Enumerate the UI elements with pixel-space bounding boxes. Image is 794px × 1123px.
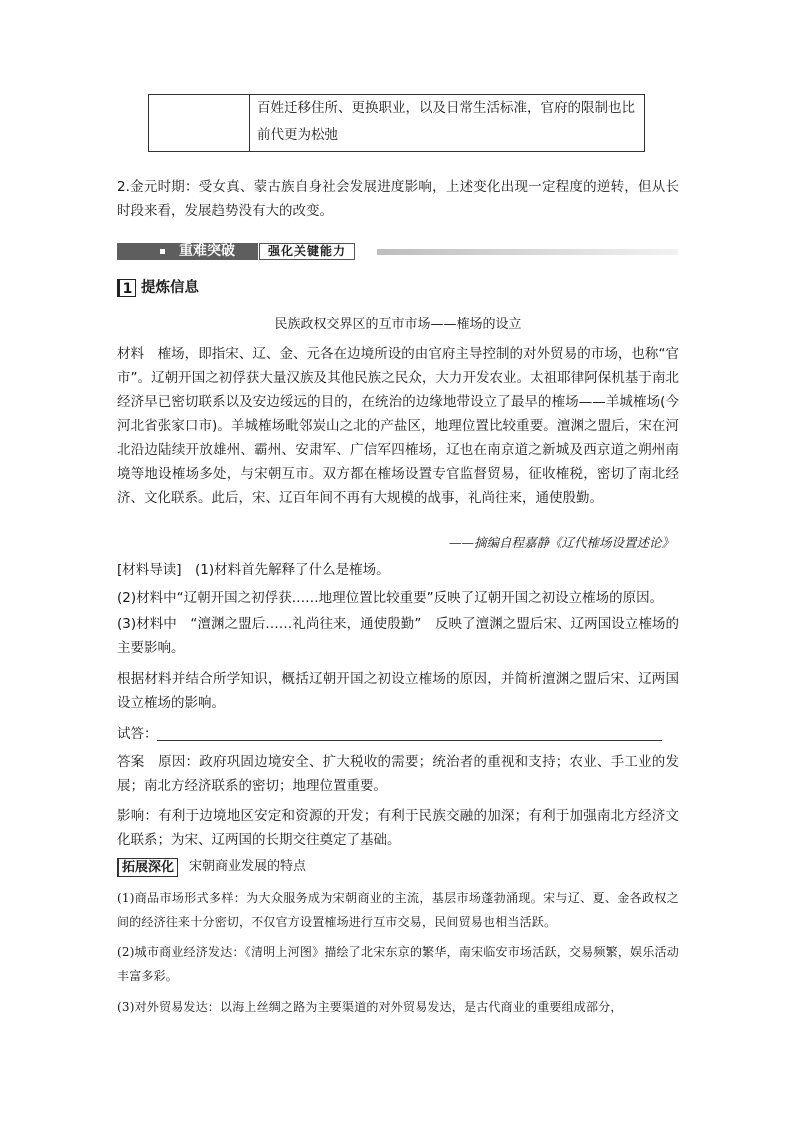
material-source: ——摘编自程嘉静《辽代榷场设置述论》 [448,535,674,550]
table-cell-text: 百姓迁移住所、更换职业，以及日常生活标准，官府的限制也比前代更为松弛 [257,100,635,143]
question-text: 根据材料并结合所学知识，概括辽朝开国之初设立榷场的原因，并简析澶渊之盟后宋、辽两国设立榷场的影响。 [117,671,679,711]
banner-square-icon [160,249,165,254]
try-answer-label: 试答： [117,726,158,742]
extension-label: 拓展深化 [117,858,178,877]
continuation-table [148,94,645,152]
paragraph-jin-yuan: 2.金元时期：受女真、蒙古族自身社会发展进度影响，上述变化出现一定程度的逆转，但从长时段来看，发展趋势没有大的改变。 [117,179,679,219]
guide-line-2: (2)材料中“辽朝开国之初俘获……地理位置比较重要”反映了辽朝开国之初设立榷场的原因。 [117,590,664,606]
section-number: 1 [117,279,136,297]
extension-item-3: (3)对外贸易发达：以海上丝绸之路为主要渠道的对外贸易发达，是古代商业的重要组成部分， [117,1000,623,1014]
material-text: 材料 榷场，即指宋、辽、金、元各在边境所设的由官府主导控制的对外贸易的市场，也称“官市”。辽朝开国之初俘获大量汉族及其他民族之民众，大力开发农业。太祖耶律阿保机基于南北经济早已密切联系以及安边绥远的目的，在统治的边缘地带设立了最早的榷场——羊城榷场(今河北省张家口市)。羊城榷场毗邻炭山之北的产盐区，地理位置比较重要。澶渊之盟后，宋在河北沿边陆续开放雄州、霸州、安肃军、广信军四榷场，辽也在南京道之新城及西京道之朔州南境等地设榷场多处，与宋朝互市。双方都在榷场设置专官监督贸易，征收榷税，密切了南北经济、文化联系。此后，宋、辽百年间不再有大规模的战事，礼尚往来，通使殷勤。 [117,346,679,506]
material-title: 民族政权交界区的互市市场——榷场的设立 [274,317,522,332]
extension-item-1: (1)商品市场形式多样：为大众服务成为宋朝商业的主流，基层市场蓬勃涌现。宋与辽、夏、金各政权之间的经济往来十分密切，不仅官方设置榷场进行互市交易，民间贸易也相当活跃。 [117,891,679,929]
section-banner [117,241,678,261]
guide-line-3: (3)材料中 “澶渊之盟后……礼尚往来，通使殷勤” 反映了澶渊之盟后宋、辽两国设立榷场的主要影响。 [117,616,679,656]
answer-impacts: 影响：有利于边境地区安定和资源的开发；有利于民族交融的加深；有利于加强南北方经济文化联系；为宋、辽两国的长期交往奠定了基础。 [117,808,679,848]
banner-title: 重难突破 [179,243,235,259]
answer-blank-line[interactable] [157,740,662,741]
extension-item-2: (2)城市商业经济发达：《清明上河图》描绘了北宋东京的繁华，南宋临安市场活跃，交易频繁，娱乐活动丰富多彩。 [117,945,679,983]
answer-reasons: 答案 原因：政府巩固边境安全、扩大税收的需要；统治者的重视和支持；农业、手工业的发展；南北方经济联系的密切；地理位置重要。 [117,754,679,794]
extension-title: 宋朝商业发展的特点 [189,859,307,874]
guide-line-1: [材料导读] (1)材料首先解释了什么是榷场。 [117,562,390,578]
table-column-divider [249,95,250,151]
banner-gradient-line [377,249,678,255]
banner-subtitle: 强化关键能力 [259,243,355,260]
section-label: 提炼信息 [141,280,199,296]
